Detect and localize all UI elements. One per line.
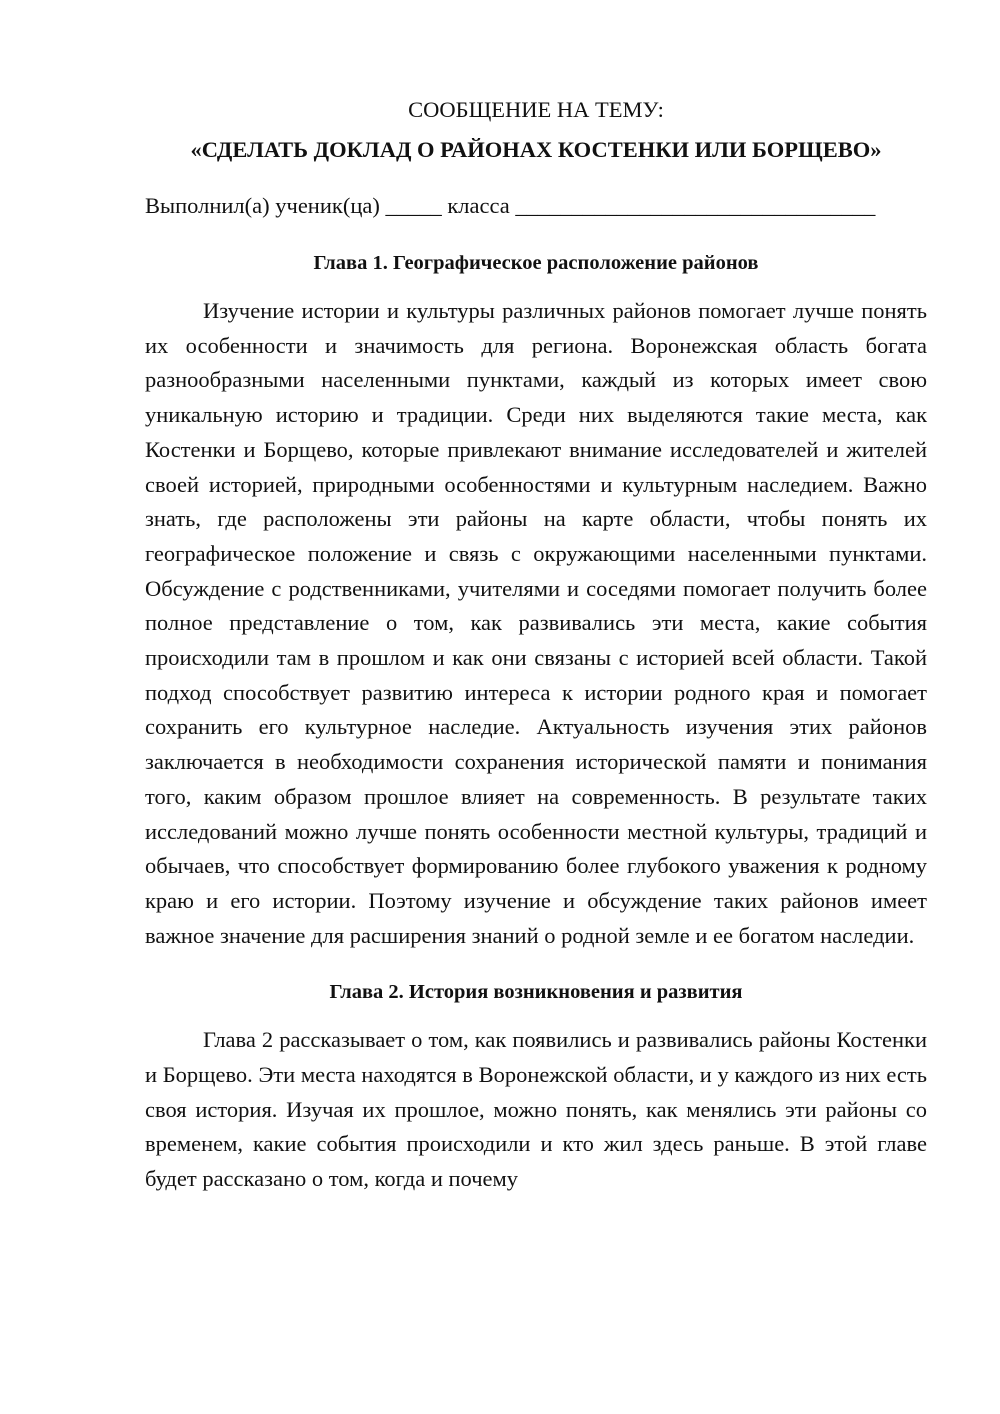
performer-line: Выполнил(а) ученик(ца) _____ класса ________________________________ [145,193,876,218]
document-subtitle: СООБЩЕНИЕ НА ТЕМУ: [408,97,664,122]
chapter-1-heading: Глава 1. Географическое расположение районов [313,252,759,274]
chapter-1-paragraph: Изучение истории и культуры различных районов помогает лучше понять их особенности и значимость для региона. Воронежская область богата разнообразными населенными пунктами, каждый из которых имеет свою уникальную историю и традиции. Среди них выделяются такие места, как Костенки и Борщево, которые привлекают внимание исследователей и жителей своей историей, природными особенностями и культурным наследием. Важно знать, где расположены эти районы на карте области, чтобы понять их географическое положение и связь с окружающими населенными пунктами. Обсуждение с родственниками, учителями и соседями помогает получить более полное представление о том, как развивались эти места, какие события происходили там в прошлом и как они связаны с историей всей области. Такой подход способствует развитию интереса к истории родного края и помогает сохранить его культурное наследие. Актуальность изучения этих районов заключается в необходимости сохранения исторической памяти и понимания того, каким образом прошлое влияет на современность. В результате таких исследований можно лучше понять особенности местной культуры, традиций и обычаев, что способствует формированию более глубокого уважения к родному краю и его истории. Поэтому изучение и обсуждение таких районов имеет важное значение для расширения знаний о родной земле и ее богатом наследии. [145,298,927,948]
document-content [145,92,927,1197]
chapter-2-paragraph: Глава 2 рассказывает о том, как появились и развивались районы Костенки и Борщево. Эти места находятся в Воронежской области, и у каждого из них есть своя история. Изучая их прошлое, можно понять, как менялись эти районы со временем, какие события происходили и кто жил здесь раньше. В этой главе будет рассказано о том, когда и почему [145,1027,927,1192]
document-title: «СДЕЛАТЬ ДОКЛАД О РАЙОНАХ КОСТЕНКИ ИЛИ БОРЩЕВО» [190,137,882,162]
chapter-2-heading: Глава 2. История возникновения и развития [329,981,743,1004]
